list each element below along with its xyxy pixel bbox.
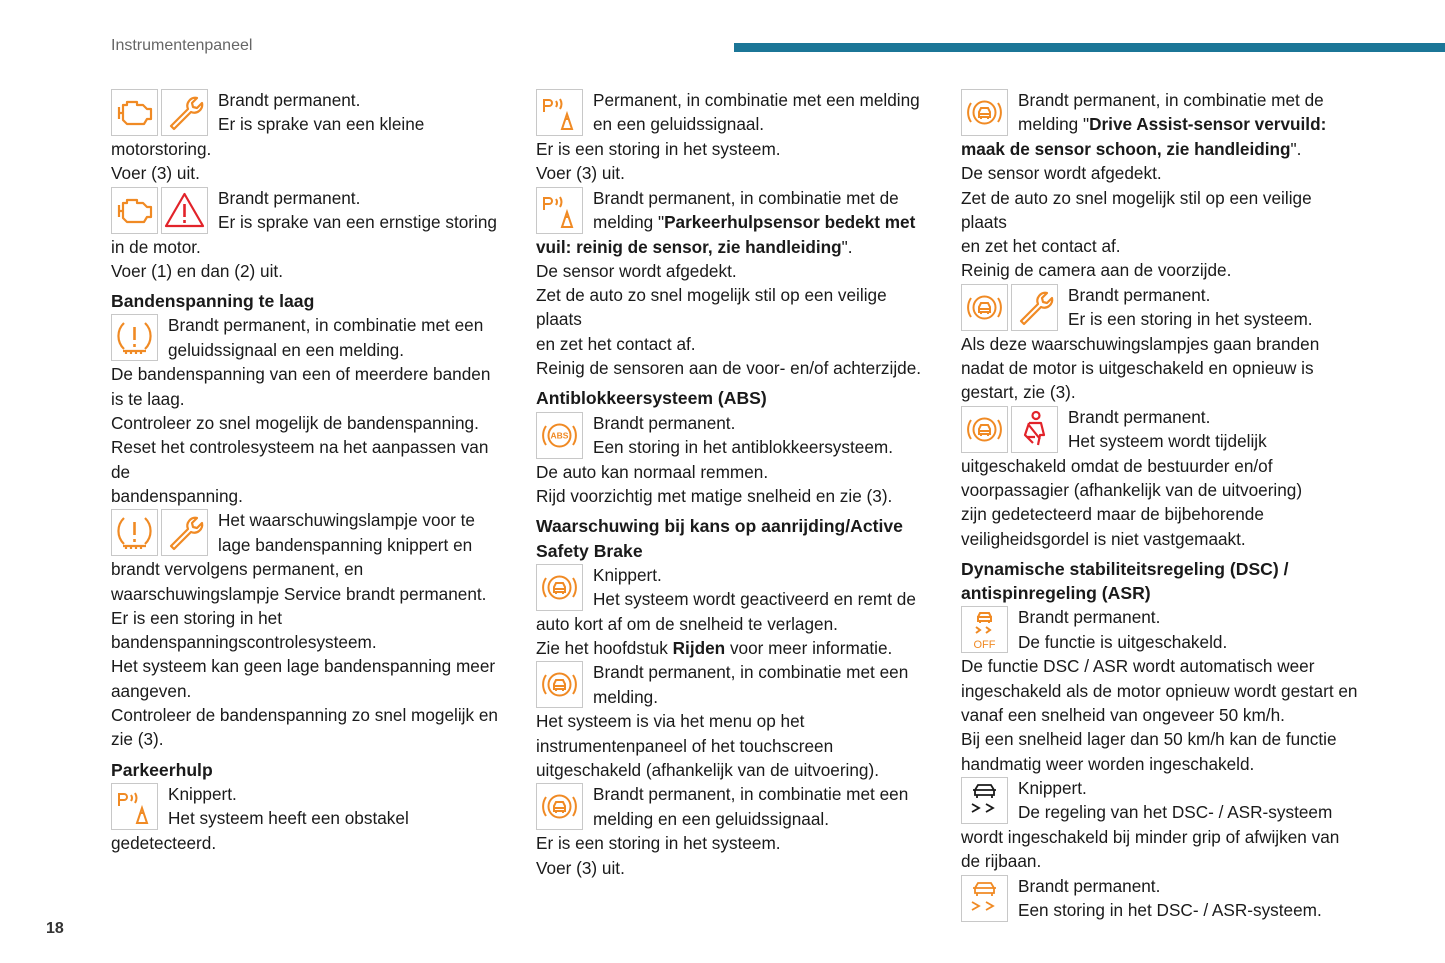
text-line: Brandt permanent. bbox=[1018, 875, 1161, 896]
text-line: Brandt permanent. bbox=[218, 90, 361, 110]
section-heading-abs: Antiblokkeersysteem (ABS) bbox=[536, 388, 767, 409]
text-line: Brandt permanent, in combinatie met de bbox=[1018, 90, 1324, 110]
collision-warning-icon bbox=[961, 284, 1008, 331]
text-line: ingeschakeld als de motor opnieuw wordt gestart en bbox=[961, 680, 1358, 701]
column-2 bbox=[536, 88, 936, 880]
text-line: Brandt permanent. bbox=[1068, 406, 1211, 427]
text-line: Er is een storing in het bbox=[111, 607, 283, 628]
svg-text:OFF: OFF bbox=[973, 639, 996, 652]
text-line: Permanent, in combinatie met een melding bbox=[593, 90, 920, 110]
text-line: en een geluidssignaal. bbox=[593, 114, 765, 135]
text-line: Er is een storing in het systeem. bbox=[536, 139, 781, 159]
column-3 bbox=[961, 88, 1361, 923]
text-line: Knippert. bbox=[593, 564, 662, 585]
text-line: zie (3). bbox=[111, 729, 164, 750]
warning-block-parking-fault bbox=[536, 88, 936, 186]
text-line: uitgeschakeld omdat de bestuurder en/of bbox=[961, 455, 1273, 476]
text-line: Een storing in het antiblokkeersysteem. bbox=[593, 436, 893, 457]
text-line: bandenspanningscontrolesysteem. bbox=[111, 632, 377, 653]
text-line: Zet de auto zo snel mogelijk stil op een veilige plaats bbox=[536, 285, 887, 330]
page-number: 18 bbox=[46, 920, 64, 937]
text-line: De bandenspanning van een of meerdere banden bbox=[111, 364, 491, 385]
text-line: De auto kan normaal remmen. bbox=[536, 461, 769, 482]
column-1 bbox=[111, 88, 511, 855]
text-line: melding. bbox=[593, 686, 658, 707]
section-heading-tyre-pressure: Bandenspanning te laag bbox=[111, 291, 315, 312]
text-line: uitgeschakeld (afhankelijk van de uitvoering). bbox=[536, 760, 879, 781]
text-line: Brandt permanent, in combinatie met een bbox=[593, 784, 909, 805]
dsc-icon bbox=[961, 777, 1008, 824]
collision-warning-icon bbox=[536, 564, 583, 611]
text-line: Knippert. bbox=[1018, 777, 1087, 798]
text-line: en zet het contact af. bbox=[961, 236, 1121, 257]
text-line: auto kort af om de snelheid te verlagen. bbox=[536, 613, 838, 634]
text-line: Knippert. bbox=[168, 783, 237, 804]
text-line: Controleer zo snel mogelijk de bandenspanning. bbox=[111, 413, 479, 434]
header-accent-bar bbox=[734, 43, 1445, 52]
park-sensor-icon bbox=[536, 89, 583, 136]
text-line: Brandt permanent. bbox=[1018, 607, 1161, 628]
text-line: Brandt permanent. bbox=[593, 412, 736, 433]
text-line: De sensor wordt afgedekt. bbox=[961, 163, 1162, 184]
text-line: Brandt permanent. bbox=[1068, 284, 1211, 305]
section-heading-dsc-asr: Dynamische stabiliteitsregeling (DSC) / antispinregeling (ASR) bbox=[961, 558, 1289, 604]
text-line: Brandt permanent, in combinatie met de bbox=[593, 187, 899, 208]
warning-block-drive-assist-fault bbox=[961, 283, 1361, 405]
warning-block-dsc-off bbox=[961, 605, 1361, 775]
text-line: Voer (3) uit. bbox=[536, 857, 625, 878]
text-line: aangeven. bbox=[111, 680, 192, 701]
dsc-icon bbox=[961, 875, 1008, 922]
warning-triangle-icon bbox=[161, 187, 208, 234]
text-line: geluidssignaal en een melding. bbox=[168, 339, 405, 360]
text-line: wordt ingeschakeld bij minder grip of afwijken van bbox=[961, 826, 1340, 847]
abs-icon bbox=[536, 412, 583, 459]
text-line: brandt vervolgens permanent, en bbox=[111, 559, 364, 580]
text-line: vanaf een snelheid van ongeveer 50 km/h. bbox=[961, 705, 1285, 726]
warning-block-collision-flash bbox=[536, 563, 936, 661]
text-line: en zet het contact af. bbox=[536, 333, 696, 354]
text-line: Rijd voorzichtig met matige snelheid en zie (3). bbox=[536, 485, 893, 506]
collision-warning-icon bbox=[961, 406, 1008, 453]
warning-block-dsc-fault bbox=[961, 874, 1361, 923]
text-line: Er is sprake van een ernstige storing bbox=[218, 211, 497, 232]
text-line: motorstoring. bbox=[111, 139, 212, 159]
text-line: Het systeem kan geen lage bandenspanning meer bbox=[111, 656, 496, 677]
text-line: Als deze waarschuwingslampjes gaan branden bbox=[961, 333, 1320, 354]
warning-block-parking-obstacle bbox=[111, 782, 511, 855]
warning-block-collision-disabled bbox=[536, 660, 936, 782]
tyre-pressure-icon bbox=[111, 314, 158, 361]
text-line: Er is een storing in het systeem. bbox=[1068, 309, 1313, 330]
warning-block-abs bbox=[536, 411, 936, 509]
warning-block-engine-serious bbox=[111, 186, 511, 284]
text-line: handmatig weer worden ingeschakeld. bbox=[961, 753, 1255, 774]
text-line: Brandt permanent, in combinatie met een bbox=[593, 662, 909, 683]
text-line: is te laag. bbox=[111, 388, 185, 409]
svg-text:ABS: ABS bbox=[550, 430, 569, 441]
text-line: bandenspanning. bbox=[111, 485, 243, 506]
park-sensor-icon bbox=[111, 783, 158, 830]
text-line: vuil: reinig de sensor, zie handleiding". bbox=[536, 236, 853, 257]
text-line: waarschuwingslampje Service brandt permanent. bbox=[111, 583, 487, 604]
text-line: De regeling van het DSC- / ASR-systeem bbox=[1018, 802, 1333, 823]
text-line: De functie DSC / ASR wordt automatisch weer bbox=[961, 656, 1315, 677]
page-header-title: Instrumentenpaneel bbox=[111, 37, 253, 54]
collision-warning-icon bbox=[961, 89, 1008, 136]
engine-icon bbox=[111, 89, 158, 136]
text-line: Zie het hoofdstuk Rijden voor meer informatie. bbox=[536, 638, 893, 659]
text-line: melding en een geluidssignaal. bbox=[593, 808, 830, 829]
text-line: gedetecteerd. bbox=[111, 832, 217, 853]
text-line: gestart, zie (3). bbox=[961, 382, 1076, 403]
warning-block-engine-minor bbox=[111, 88, 511, 186]
text-line: Voer (1) en dan (2) uit. bbox=[111, 260, 283, 281]
collision-warning-icon bbox=[536, 783, 583, 830]
wrench-icon bbox=[161, 509, 208, 556]
text-line: Reset het controlesysteem na het aanpassen van de bbox=[111, 437, 489, 482]
warning-block-tyre-low bbox=[111, 313, 511, 508]
text-line: Er is een storing in het systeem. bbox=[536, 833, 781, 854]
text-line: Brandt permanent, in combinatie met een bbox=[168, 315, 484, 336]
warning-block-collision-fault bbox=[536, 782, 936, 880]
section-heading-collision-warning: Waarschuwing bij kans op aanrijding/Active Safety Brake bbox=[536, 516, 903, 561]
text-line: voorpassagier (afhankelijk van de uitvoering) bbox=[961, 479, 1303, 500]
tyre-pressure-icon bbox=[111, 509, 158, 556]
warning-block-parking-sensor-dirty bbox=[536, 186, 936, 381]
text-line: de rijbaan. bbox=[961, 851, 1042, 872]
text-line: Zet de auto zo snel mogelijk stil op een veilige plaats bbox=[961, 187, 1312, 232]
text-line: Reinig de sensoren aan de voor- en/of achterzijde. bbox=[536, 358, 922, 379]
text-line: lage bandenspanning knippert en bbox=[218, 534, 473, 555]
text-line: zijn gedetecteerd maar de bijbehorende bbox=[961, 504, 1264, 525]
text-line: Het systeem is via het menu op het bbox=[536, 711, 805, 732]
text-line: Een storing in het DSC- / ASR-systeem. bbox=[1018, 899, 1322, 920]
text-line: Controleer de bandenspanning zo snel mogelijk en bbox=[111, 705, 498, 726]
text-line: Voer (3) uit. bbox=[536, 163, 625, 184]
warning-block-tyre-fault bbox=[111, 508, 511, 751]
text-line: in de motor. bbox=[111, 236, 201, 257]
text-line: Brandt permanent. bbox=[218, 187, 361, 208]
collision-warning-icon bbox=[536, 661, 583, 708]
text-line: Het systeem heeft een obstakel bbox=[168, 808, 409, 829]
wrench-icon bbox=[161, 89, 208, 136]
text-line: maak de sensor schoon, zie handleiding". bbox=[961, 139, 1302, 159]
warning-block-dsc-active bbox=[961, 776, 1361, 874]
warning-block-seatbelt bbox=[961, 405, 1361, 551]
engine-icon bbox=[111, 187, 158, 234]
text-line: Er is sprake van een kleine bbox=[218, 114, 425, 135]
text-line: De sensor wordt afgedekt. bbox=[536, 260, 737, 281]
text-line: Bij een snelheid lager dan 50 km/h kan de functie bbox=[961, 729, 1337, 750]
text-line: Reinig de camera aan de voorzijde. bbox=[961, 260, 1232, 281]
text-line: Het systeem wordt tijdelijk bbox=[1068, 430, 1267, 451]
text-line: melding "Parkeerhulpsensor bedekt met bbox=[593, 211, 916, 232]
text-line: Het systeem wordt geactiveerd en remt de bbox=[593, 589, 916, 610]
text-line: instrumentenpaneel of het touchscreen bbox=[536, 735, 834, 756]
seatbelt-icon bbox=[1011, 406, 1058, 453]
text-line: Voer (3) uit. bbox=[111, 163, 200, 184]
text-line: De functie is uitgeschakeld. bbox=[1018, 631, 1228, 652]
text-line: nadat de motor is uitgeschakeld en opnieuw is bbox=[961, 358, 1314, 379]
text-line: veiligheidsgordel is niet vastgemaakt. bbox=[961, 528, 1246, 549]
park-sensor-icon bbox=[536, 187, 583, 234]
dsc-off-icon bbox=[961, 606, 1008, 653]
section-heading-parking-assist: Parkeerhulp bbox=[111, 759, 213, 780]
wrench-icon bbox=[1011, 284, 1058, 331]
text-line: melding "Drive Assist-sensor vervuild: bbox=[1018, 114, 1327, 135]
warning-block-drive-assist-dirty bbox=[961, 88, 1361, 283]
text-line: Het waarschuwingslampje voor te bbox=[218, 510, 475, 531]
